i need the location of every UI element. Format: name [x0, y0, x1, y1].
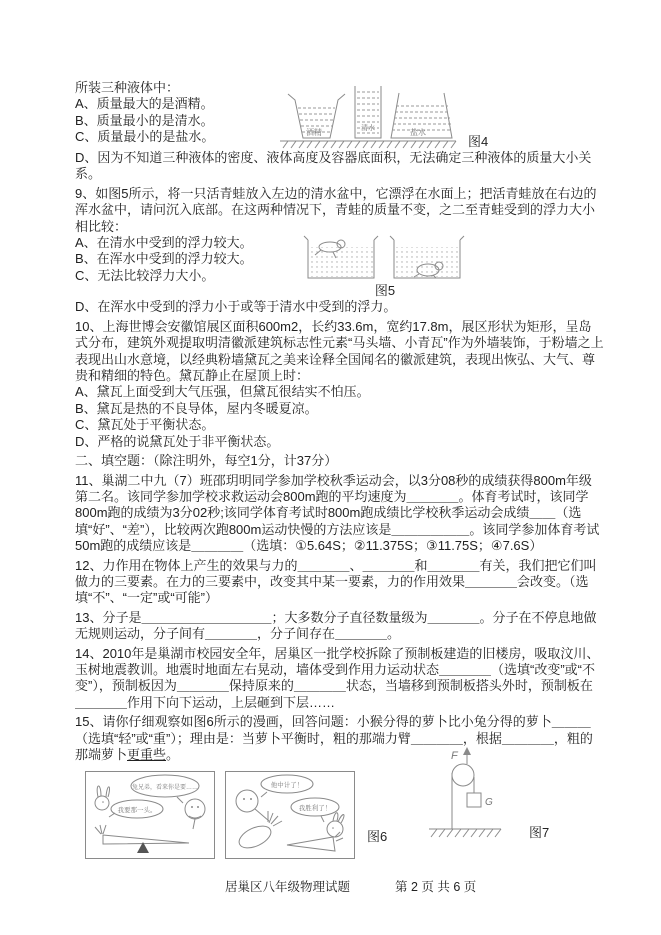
q8-intro: 所装三种液体中： — [75, 80, 180, 95]
q15-text-main: 15、请你仔细观察如图6所示的漫画，回答问题：小猴分得的萝卜比小兔分得的萝卜＿＿＿（选填“轻”或“重”）；理由是：当萝卜平衡时，粗的那端力臂＿＿＿＿，根据＿＿＿＿，粗的那端萝卜 — [75, 714, 593, 762]
q8-option-d: D、因为不知道三种液体的密度、液体高度及容器底面积，无法确定三种液体的质量大小关系。 — [75, 150, 592, 182]
figure7-illustration — [427, 745, 519, 841]
comic-panel2-illustration — [225, 771, 355, 859]
figure5-caption: 图5 — [374, 283, 396, 299]
exam-content — [75, 80, 604, 896]
figure5 — [300, 235, 470, 299]
comic2-bubble-monkey: 他中计了！ — [270, 782, 304, 790]
figure6-panel1 — [85, 771, 215, 859]
comic-panel1-illustration — [85, 771, 215, 859]
footer-exam-title: 居巢区八年级物理试题 — [225, 880, 351, 895]
figure7-force-label: F — [451, 750, 458, 763]
figure7 — [427, 745, 549, 841]
q9-options — [75, 235, 300, 299]
q9-option-d: D、在浑水中受到的浮力小于或等于清水中受到的浮力。 — [75, 299, 397, 315]
q9-block — [75, 235, 604, 299]
q8-option-b: B、质量最小的是清水。 — [75, 112, 214, 128]
q8-options — [75, 80, 280, 150]
page-footer — [225, 879, 604, 895]
q9-option-c: C、无法比较浮力大小。 — [75, 267, 215, 283]
figure4 — [280, 80, 488, 150]
figure4-illustration — [280, 80, 460, 150]
q8-block — [75, 80, 604, 150]
footer-page-number: 第 2 页 共 6 页 — [395, 880, 477, 895]
q13-text: 13、分子是＿＿＿＿＿＿＿＿＿＿；大多数分子直径数量级为＿＿＿＿。分子在不停息地做无规则运动，分子间有＿＿＿＿，分子间存在＿＿＿＿。 — [75, 609, 597, 642]
figure7-weight-label: G — [485, 797, 493, 809]
figure4-label-water: 清水 — [361, 125, 375, 132]
figure6-panel2 — [225, 771, 355, 859]
figure4-label-alcohol: 酒精 — [306, 128, 322, 137]
q9-stem: 9、如图5所示，将一只活青蛙放入左边的清水盆中，它漂浮在水面上；把活青蛙放在右边的浑水盆中，请问沉入底部。在这两种情况下，青蛙的质量不变，之二至青蛙受到的浮力大小相比较： — [75, 185, 597, 234]
q9-option-b: B、在浑水中受到的浮力较大。 — [75, 251, 253, 267]
section2-title: 二、填空题：（除注明外，每空1分，计37分） — [75, 453, 338, 469]
figure4-label-saltwater: 盐水 — [410, 128, 426, 137]
comic1-bubble-rabbit: 我要那一头。 — [117, 807, 157, 815]
q10-option-a: A、黛瓦上面受到大气压强，但黛瓦很结实不怕压。 — [75, 384, 370, 400]
q15-underlined: 更重些 — [127, 747, 167, 762]
q10-option-b: B、黛瓦是热的不良导体，屋内冬暖夏凉。 — [75, 400, 318, 416]
figure7-caption: 图7 — [529, 825, 550, 840]
q12-text: 12、力作用在物体上产生的效果与力的＿＿＿＿、＿＿＿＿和＿＿＿＿有关，我们把它们叫做力的三要素。在力的三要素中，改变其中某一要素，力的作用效果＿＿＿＿会改变。（选填“不”、“一定”或“可能”） — [75, 557, 597, 606]
q14-text: 14、2010年是巢湖市校园安全年，居巢区一批学校拆除了预制板建造的旧楼房，吸取汶川、玉树地震教训。地震时地面左右晃动，墙体受到作用力运动状态＿＿＿＿（选填“改变”或“不变”），预制板因为＿＿＿＿保持原来的＿＿＿＿状态，当墙移到预制板搭头外时，预制板在＿＿＿＿作用下向下运动，上层砸到下层…… — [75, 645, 600, 710]
q9-option-a: A、在清水中受到的浮力较大。 — [75, 235, 253, 251]
figure5-illustration — [300, 235, 470, 283]
q8-option-c: C、质量最小的是盐水。 — [75, 129, 215, 145]
q10-stem: 10、上海世博会安徽馆展区面积600m2，长约33.6m，宽约17.8m，展区形状为矩形，呈岛式分布，建筑外观提取明清徽派建筑标志性元素“马头墙、小青瓦”作为外墙装饰，于粉墙之上表现出山水意境，以经典粉墙黛瓦之美来诠释全国闻名的徽派建筑，表现出恢弘、大气、尊贵和精细的特色。黛瓦静止在屋顶上时： — [75, 318, 604, 384]
q10-option-d: D、严格的说黛瓦处于非平衡状态。 — [75, 433, 280, 449]
q11-text: 11、巢湖二中九（7）班邵玥明同学参加学校秋季运动会，以3分08秒的成绩获得800m年级第二名。该同学参加学校求救运动会800m跑的平均速度为＿＿＿＿。体育考试时，该同学800m跑的成绩为3分02秒;该同学体育考试时800m跑成绩比学校秋季运动会成绩＿＿（选填“好”、“差”），比较两次跑800m运动快慢的方法应该是＿＿＿＿＿＿。该同学参加体育考试50m跑的成绩应该是＿＿＿＿（选填：①5.64S；②11.375S；③11.75S；④7.6S） — [75, 472, 600, 554]
q15-text-end: 。 — [166, 747, 180, 762]
comic1-bubble-monkey: 兔兄弟，看来你是要…… — [131, 785, 199, 792]
figure6-caption: 图6 — [367, 829, 388, 845]
figure4-caption: 图4 — [468, 133, 489, 149]
comic2-bubble-rabbit: 我胜利了！ — [298, 805, 332, 813]
q10-option-c: C、黛瓦处于平衡状态。 — [75, 417, 215, 433]
q8-option-a: A、质量最大的是酒精。 — [75, 96, 214, 112]
